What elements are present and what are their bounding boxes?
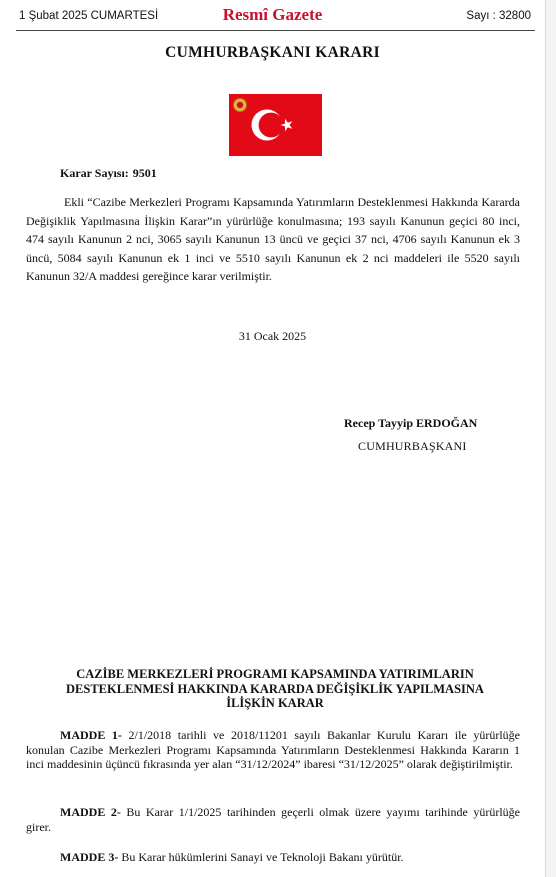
- decision-number-label: Karar Sayısı:: [60, 166, 129, 180]
- page-edge: [546, 0, 556, 877]
- article-text: 2/1/2018 tarihli ve 2018/11201 sayılı Bakanlar Kurulu Kararı ile yürürlüğe konulan Cazibe Merkezleri Programı Kapsamında Yatırımların Desteklenmesi Hakkında Kararın 1 inci maddesinin üçüncü fıkrasında yer alan “31/12/2024” ibaresi “31/12/2025” olarak değiştirilmiştir.: [26, 728, 520, 771]
- signer-name: Recep Tayyip ERDOĞAN: [344, 416, 478, 430]
- article-text: Bu Karar hükümlerini Sanayi ve Teknoloji Bakanı yürütür.: [121, 850, 404, 864]
- decision-number-value: 9501: [132, 166, 157, 180]
- annex-title-line: İLİŞKİN KARAR: [226, 696, 324, 710]
- article-2: [26, 805, 520, 834]
- article-label: MADDE 2-: [60, 805, 121, 819]
- signer-title: CUMHURBAŞKANI: [358, 439, 467, 453]
- annex-title-line: DESTEKLENMESİ HAKKINDA KARARDA DEĞİŞİKLİK YAPILMASINA: [66, 681, 484, 696]
- article-label: MADDE 1-: [60, 728, 122, 742]
- gazette-header: [0, 0, 545, 32]
- article-1: [26, 728, 520, 772]
- header-divider: [16, 30, 535, 31]
- decision-body: Ekli “Cazibe Merkezleri Programı Kapsamında Yatırımların Desteklenmesi Hakkında Kararda Değişiklik Yapılmasına İlişkin Karar”ın yürürlüğe konulmasına; 193 sayılı Kanunun geçici 80 inci, 474 sayılı Kanunun 2 nci, 3065 sayılı Kanunun 13 üncü ve geçici 37 nci, 4706 sayılı Kanunun ek 3 üncü, 5084 sayılı Kanunun ek 1 inci ve 5510 sayılı Kanunun ek 2 nci maddeleri ile 5520 sayılı Kanunun 32/A maddesi gereğince karar verilmiştir.: [26, 195, 520, 284]
- decision-number: [60, 166, 157, 181]
- annex-title-line: CAZİBE MERKEZLERİ PROGRAMI KAPSAMINDA YATIRIMLARIN: [76, 667, 474, 681]
- annex-title: [30, 667, 520, 711]
- gazette-title: Resmî Gazete: [222, 5, 323, 24]
- issue-date: 1 Şubat 2025 CUMARTESİ: [19, 10, 159, 22]
- issue-number: Sayı : 32800: [466, 10, 531, 22]
- article-label: MADDE 3-: [60, 850, 119, 864]
- article-3: [26, 850, 520, 865]
- turkish-flag-icon: [229, 94, 322, 156]
- decision-heading: CUMHURBAŞKANI KARARI: [165, 44, 380, 61]
- article-text: Bu Karar 1/1/2025 tarihinden geçerli olmak üzere yayımı tarihinde yürürlüğe girer.: [26, 805, 521, 834]
- decision-date: 31 Ocak 2025: [238, 329, 307, 343]
- presidential-seal-icon: [234, 99, 247, 112]
